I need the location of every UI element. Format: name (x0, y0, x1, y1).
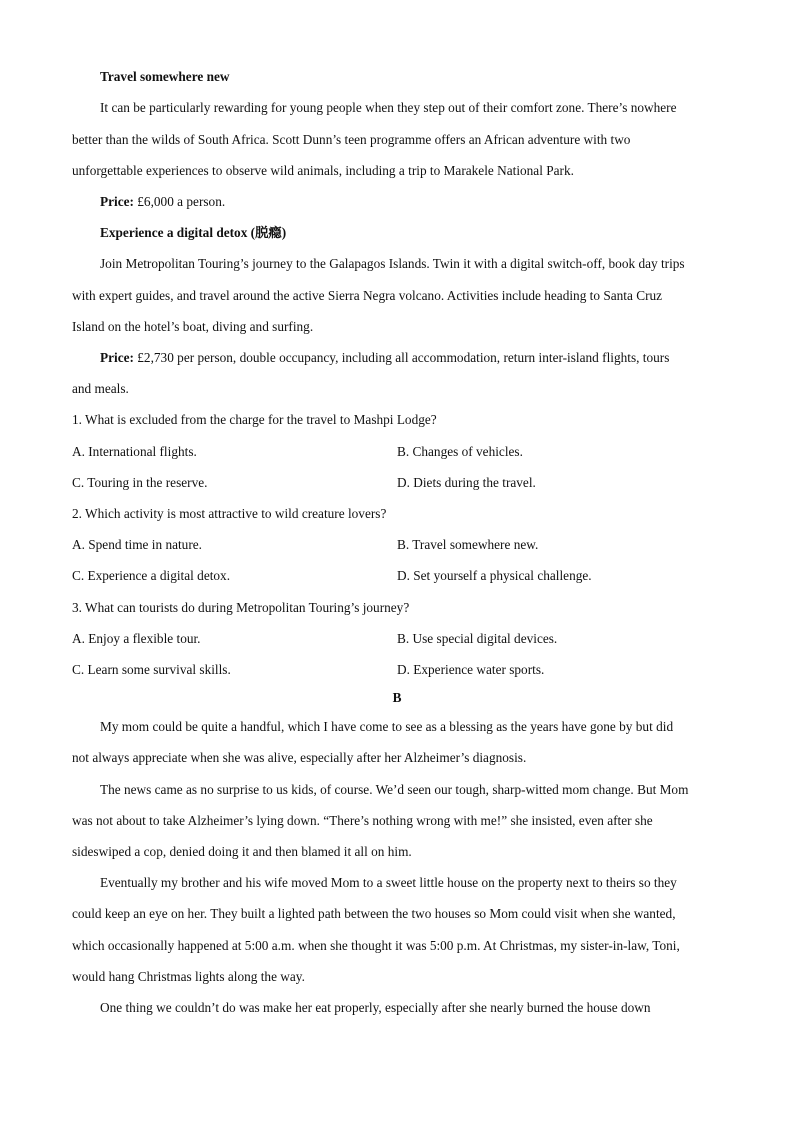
option-b: B. Travel somewhere new. (397, 537, 539, 552)
question-stem: 3. What can tourists do during Metropolitan Touring’s journey? (72, 600, 410, 615)
price-value: £6,000 a person. (133, 194, 226, 209)
paragraph-line: unforgettable experiences to observe wild animals, including a trip to Marakele National Park. (72, 163, 574, 178)
paragraph-line: better than the wilds of South Africa. Scott Dunn’s teen programme offers an African adventure with two (72, 132, 631, 147)
paragraph-line: Eventually my brother and his wife moved Mom to a sweet little house on the property next to theirs so they (100, 875, 677, 890)
paragraph-line: which occasionally happened at 5:00 a.m. when she thought it was 5:00 p.m. At Christmas, my sister-in-law, Toni, (72, 938, 680, 953)
option-a: A. Spend time in nature. (72, 537, 202, 552)
section-heading-travel-somewhere-new: Travel somewhere new (100, 69, 230, 84)
price-value: £2,730 per person, double occupancy, including all accommodation, return inter-island flights, tours (133, 350, 670, 365)
option-b: B. Changes of vehicles. (397, 444, 523, 459)
paragraph-line: not always appreciate when she was alive, especially after her Alzheimer’s diagnosis. (72, 750, 527, 765)
price-label: Price: (100, 194, 134, 209)
paragraph-line: Island on the hotel’s boat, diving and surfing. (72, 319, 314, 334)
passage-b-heading: B (392, 690, 402, 705)
option-b: B. Use special digital devices. (397, 631, 558, 646)
paragraph-line: with expert guides, and travel around the active Sierra Negra volcano. Activities include heading to Santa Cruz (72, 288, 663, 303)
option-d: D. Diets during the travel. (397, 475, 536, 490)
paragraph-line: The news came as no surprise to us kids, of course. We’d seen our tough, sharp-witted mom change. But Mom (100, 782, 689, 797)
option-d: D. Experience water sports. (397, 662, 545, 677)
price-line (100, 350, 669, 366)
price-continuation: and meals. (72, 381, 129, 396)
price-label: Price: (100, 350, 134, 365)
paragraph-line: One thing we couldn’t do was make her eat properly, especially after she nearly burned the house down (100, 1000, 651, 1015)
option-d: D. Set yourself a physical challenge. (397, 568, 592, 583)
paragraph-line: was not about to take Alzheimer’s lying down. “There’s nothing wrong with me!” she insisted, even after she (72, 813, 653, 828)
option-c: C. Touring in the reserve. (72, 475, 208, 490)
question-stem: 1. What is excluded from the charge for the travel to Mashpi Lodge? (72, 412, 437, 427)
paragraph-line: sideswiped a cop, denied doing it and then blamed it all on him. (72, 844, 412, 859)
paragraph-line: It can be particularly rewarding for young people when they step out of their comfort zone. There’s nowhere (100, 100, 677, 115)
paragraph-line: would hang Christmas lights along the way. (72, 969, 305, 984)
paragraph-line: My mom could be quite a handful, which I have come to see as a blessing as the years have gone by but did (100, 719, 674, 734)
question-stem: 2. Which activity is most attractive to wild creature lovers? (72, 506, 387, 521)
option-c: C. Learn some survival skills. (72, 662, 231, 677)
paragraph-line: Join Metropolitan Touring’s journey to the Galapagos Islands. Twin it with a digital switch-off, book day trips (100, 256, 685, 271)
option-c: C. Experience a digital detox. (72, 568, 231, 583)
paragraph-line: could keep an eye on her. They built a lighted path between the two houses so Mom could visit when she wanted, (72, 906, 676, 921)
section-heading-digital-detox: Experience a digital detox (脱瘾) (100, 225, 287, 240)
option-a: A. Enjoy a flexible tour. (72, 631, 201, 646)
option-a: A. International flights. (72, 444, 197, 459)
price-line (100, 194, 225, 210)
